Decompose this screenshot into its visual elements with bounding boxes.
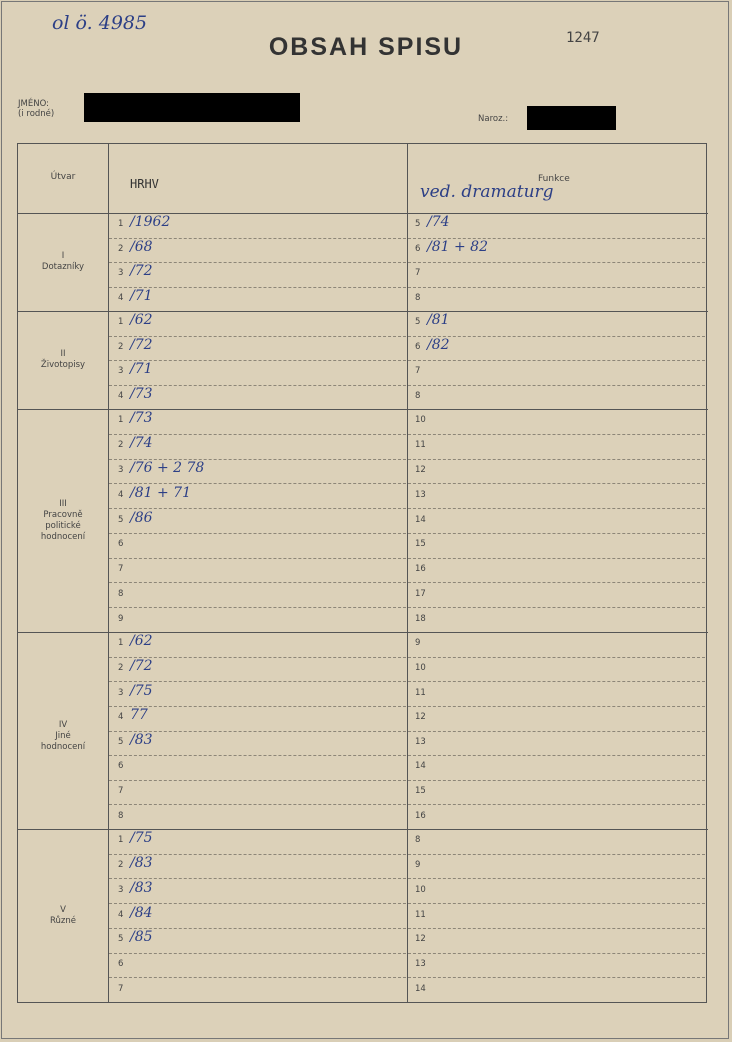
right-row-entry: /74 — [427, 214, 450, 231]
section-roman: II — [60, 349, 66, 359]
left-row-entry: /72 — [130, 657, 153, 674]
right-row-number: 18 — [415, 613, 426, 624]
right-row-number: 7 — [415, 366, 421, 377]
left-row-entry: /86 — [130, 509, 153, 526]
row-ruling — [109, 953, 406, 954]
right-row-entry: /81 — [427, 312, 450, 329]
left-row-number: 4 — [118, 292, 124, 303]
left-row-entry: /72 — [130, 263, 153, 280]
row-ruling — [408, 878, 705, 879]
left-row-number: 8 — [118, 588, 124, 599]
left-row-number: 7 — [118, 564, 124, 575]
right-row-number: 10 — [415, 884, 426, 895]
row-ruling — [408, 706, 705, 707]
right-row-number: 13 — [415, 489, 426, 500]
left-row-number: 7 — [118, 983, 124, 994]
left-row-number: 5 — [118, 514, 124, 525]
left-row-number: 4 — [118, 390, 124, 401]
row-ruling — [408, 336, 705, 337]
left-row-number: 3 — [118, 268, 124, 279]
row-ruling — [408, 483, 705, 484]
contents-table — [17, 143, 707, 1003]
row-ruling — [109, 287, 406, 288]
section-name: Dotazníky — [41, 262, 85, 272]
row-ruling — [408, 657, 705, 658]
left-row-number: 6 — [118, 539, 124, 550]
row-ruling — [408, 533, 705, 534]
section-name: Životopisy — [40, 360, 86, 370]
row-ruling — [408, 459, 705, 460]
row-ruling — [408, 780, 705, 781]
left-row-entry: /85 — [130, 929, 153, 946]
section-roman: IV — [58, 719, 68, 730]
section-roman: I — [61, 251, 65, 261]
left-row-number: 3 — [118, 687, 124, 698]
top-reference: ol ö. 4985 — [52, 12, 148, 34]
row-ruling — [408, 731, 705, 732]
right-row-number: 6 — [415, 243, 421, 254]
section-label — [18, 905, 108, 927]
left-row-entry: /74 — [130, 435, 153, 452]
left-row-number: 1 — [118, 219, 124, 230]
left-row-number: 2 — [118, 243, 124, 254]
right-row-number: 5 — [415, 219, 421, 230]
row-ruling — [408, 558, 705, 559]
right-row-number: 17 — [415, 588, 426, 599]
section-roman: V — [60, 904, 66, 915]
row-ruling — [109, 533, 406, 534]
left-row-number: 1 — [118, 415, 124, 426]
right-row-entry: /82 — [427, 336, 450, 353]
left-row-number: 8 — [118, 810, 124, 821]
left-row-number: 3 — [118, 366, 124, 377]
row-ruling — [408, 903, 705, 904]
row-ruling — [109, 731, 406, 732]
left-row-number: 1 — [118, 835, 124, 846]
row-ruling — [109, 360, 406, 361]
right-row-number: 13 — [415, 958, 426, 969]
right-row-number: 8 — [415, 390, 421, 401]
row-ruling — [408, 287, 705, 288]
header-col2-value: HRHV — [130, 177, 159, 191]
right-row-number: 12 — [415, 934, 426, 945]
section-border — [18, 409, 708, 410]
right-row-number: 16 — [415, 564, 426, 575]
column-divider-2 — [407, 144, 408, 1002]
row-ruling — [109, 755, 406, 756]
right-row-number: 5 — [415, 317, 421, 328]
row-ruling — [109, 657, 406, 658]
row-ruling — [408, 854, 705, 855]
row-ruling — [109, 780, 406, 781]
row-ruling — [408, 582, 705, 583]
left-row-number: 4 — [118, 712, 124, 723]
left-row-number: 5 — [118, 736, 124, 747]
right-row-number: 11 — [415, 687, 426, 698]
left-row-entry: /75 — [130, 682, 153, 699]
left-row-entry: /81 + 71 — [130, 484, 191, 501]
row-ruling — [109, 262, 406, 263]
row-ruling — [109, 878, 406, 879]
row-ruling — [109, 582, 406, 583]
left-row-number: 7 — [118, 786, 124, 797]
left-row-entry: /71 — [130, 361, 153, 378]
header-col1: Útvar — [50, 172, 76, 182]
right-row-number: 7 — [415, 268, 421, 279]
right-row-number: 13 — [415, 736, 426, 747]
row-ruling — [109, 238, 406, 239]
born-label: Naroz.: — [478, 114, 509, 124]
left-row-number: 3 — [118, 884, 124, 895]
left-row-number: 2 — [118, 662, 124, 673]
left-row-entry: /75 — [130, 830, 153, 847]
left-row-number: 2 — [118, 341, 124, 352]
left-row-number: 5 — [118, 934, 124, 945]
left-row-number: 6 — [118, 761, 124, 772]
header-col3-label: Funkce — [538, 174, 570, 184]
birth-redaction — [527, 106, 616, 130]
right-row-number: 15 — [415, 539, 426, 550]
right-row-number: 8 — [415, 835, 421, 846]
name-sublabel: (i rodné) — [18, 109, 55, 119]
left-row-number: 9 — [118, 613, 124, 624]
left-row-number: 4 — [118, 489, 124, 500]
section-border — [18, 632, 708, 633]
section-border — [18, 311, 708, 312]
left-row-entry: /73 — [130, 385, 153, 402]
left-row-entry: /83 — [130, 855, 153, 872]
left-row-number: 4 — [118, 909, 124, 920]
name-label: JMÉNO: — [18, 99, 49, 109]
right-row-number: 16 — [415, 810, 426, 821]
row-ruling — [408, 385, 705, 386]
left-row-number: 3 — [118, 464, 124, 475]
right-row-number: 10 — [415, 662, 426, 673]
left-row-entry: /1962 — [130, 214, 171, 231]
row-ruling — [109, 607, 406, 608]
row-ruling — [109, 385, 406, 386]
column-divider-1 — [108, 144, 109, 1002]
row-ruling — [408, 953, 705, 954]
section-border — [18, 213, 708, 214]
section-border — [18, 829, 708, 830]
left-row-number: 1 — [118, 638, 124, 649]
row-ruling — [408, 977, 705, 978]
page-title: OBSAH SPISU — [268, 33, 464, 61]
left-row-entry: 77 — [130, 707, 148, 724]
right-row-number: 9 — [415, 860, 421, 871]
row-ruling — [109, 434, 406, 435]
row-ruling — [109, 558, 406, 559]
left-row-entry: /76 + 2 78 — [130, 459, 205, 476]
left-row-entry: /62 — [130, 633, 153, 650]
right-row-number: 11 — [415, 440, 426, 451]
section-label — [18, 251, 108, 273]
header-col3-value: ved. dramaturg — [420, 182, 554, 202]
row-ruling — [408, 607, 705, 608]
section-roman: III — [59, 498, 67, 509]
right-row-number: 8 — [415, 292, 421, 303]
right-row-number: 10 — [415, 415, 426, 426]
left-row-entry: /83 — [130, 879, 153, 896]
row-ruling — [109, 336, 406, 337]
left-row-entry: /62 — [130, 312, 153, 329]
row-ruling — [109, 681, 406, 682]
row-ruling — [408, 508, 705, 509]
row-ruling — [408, 681, 705, 682]
right-row-number: 15 — [415, 786, 426, 797]
right-row-number: 11 — [415, 909, 426, 920]
left-row-number: 1 — [118, 317, 124, 328]
section-label — [18, 720, 108, 753]
left-row-entry: /72 — [130, 336, 153, 353]
section-label — [18, 499, 108, 543]
right-row-number: 12 — [415, 712, 426, 723]
section-name: Pracovně politické hodnocení — [40, 509, 86, 542]
section-label — [18, 349, 108, 371]
row-ruling — [109, 804, 406, 805]
left-row-number: 2 — [118, 860, 124, 871]
right-row-number: 12 — [415, 464, 426, 475]
right-row-number: 6 — [415, 341, 421, 352]
row-ruling — [109, 903, 406, 904]
left-row-entry: /83 — [130, 731, 153, 748]
row-ruling — [408, 804, 705, 805]
name-redaction — [84, 93, 300, 122]
left-row-entry: /84 — [130, 904, 153, 921]
left-row-entry: /73 — [130, 410, 153, 427]
row-ruling — [109, 508, 406, 509]
right-row-entry: /81 + 82 — [427, 238, 488, 255]
left-row-number: 6 — [118, 958, 124, 969]
row-ruling — [408, 434, 705, 435]
section-name: Jiné hodnocení — [40, 730, 86, 752]
left-row-number: 2 — [118, 440, 124, 451]
row-ruling — [408, 360, 705, 361]
document-number: 1247 — [566, 30, 600, 46]
row-ruling — [109, 854, 406, 855]
section-name: Různé — [50, 915, 76, 926]
row-ruling — [408, 755, 705, 756]
row-ruling — [109, 706, 406, 707]
right-row-number: 14 — [415, 514, 426, 525]
row-ruling — [109, 977, 406, 978]
right-row-number: 9 — [415, 638, 421, 649]
left-row-entry: /68 — [130, 238, 153, 255]
row-ruling — [408, 928, 705, 929]
right-row-number: 14 — [415, 983, 426, 994]
right-row-number: 14 — [415, 761, 426, 772]
row-ruling — [408, 262, 705, 263]
left-row-entry: /71 — [130, 287, 153, 304]
row-ruling — [109, 928, 406, 929]
